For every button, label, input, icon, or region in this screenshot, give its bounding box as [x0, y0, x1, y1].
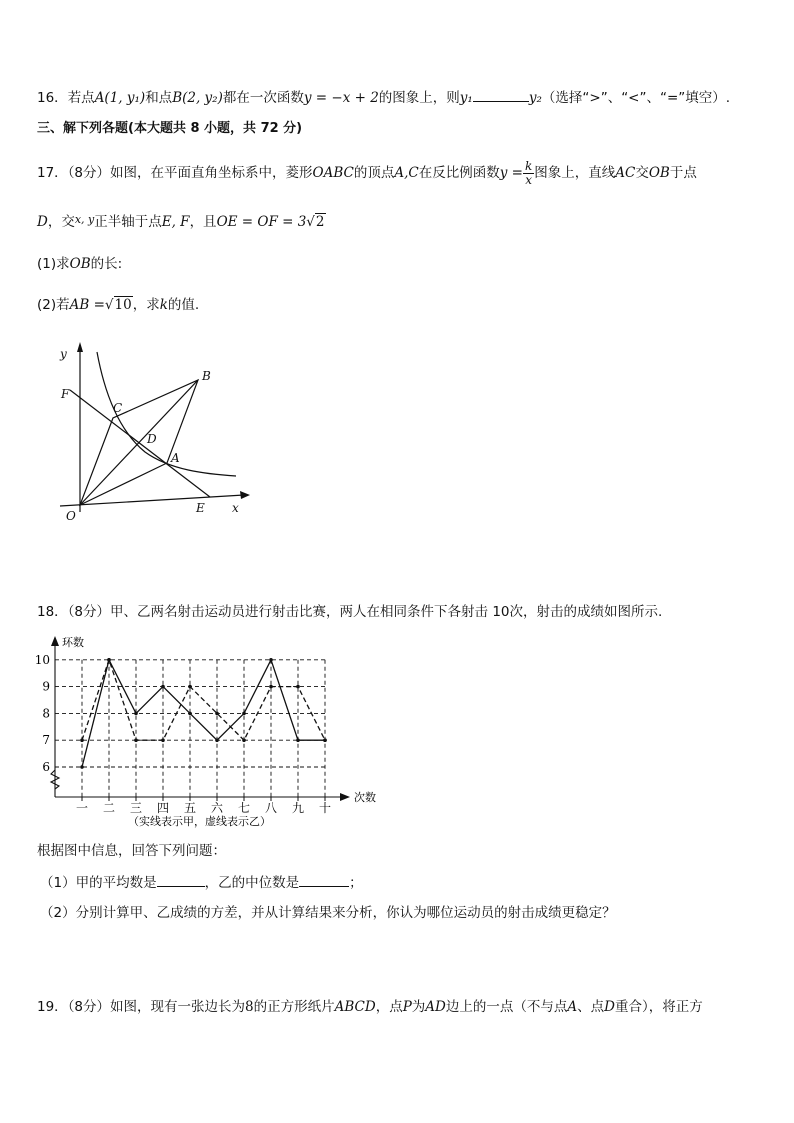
label-x: x: [232, 501, 239, 515]
chart-y-label: 环数: [62, 636, 84, 649]
x-tick-10: 十: [318, 801, 332, 815]
chart-grid: [55, 660, 325, 797]
linear-function: y = −x + 2: [303, 90, 379, 106]
chart-x-label: 次数: [354, 791, 376, 804]
x-tick-6: 六: [210, 801, 224, 815]
shooting-score-chart: [30, 628, 390, 834]
label-d: D: [147, 432, 157, 446]
chart-x-arrow: [340, 793, 350, 801]
point-jia-7: [242, 712, 246, 716]
point-jia-3: [134, 712, 138, 716]
question-17-line-1: 17．（8分）如图，在平面直角坐标系中，菱形OABC的顶点A,C在反比例函数y = $\frac{k}{x}$ 图象上，直线AC交OB于点: [37, 159, 697, 187]
point-yi-2: [107, 658, 111, 662]
point-yi-6: [215, 712, 219, 716]
point-yi-3: [134, 738, 138, 742]
y-tick-8: 8: [42, 706, 50, 721]
label-c: C: [113, 401, 123, 415]
point-jia-6: [215, 738, 219, 742]
x-tick-1: 一: [75, 801, 89, 815]
y-tick-7: 7: [42, 733, 50, 748]
point-yi-1: [80, 738, 84, 742]
x-tick-4: 四: [156, 801, 170, 815]
question-17-sub-2: (2)若AB =√10，求k的值.: [37, 297, 200, 313]
answer-blank-16[interactable]: [473, 89, 529, 102]
point-yi-8: [269, 685, 273, 689]
sqrt-2: √2: [306, 214, 325, 230]
y-tick-10: 10: [34, 652, 50, 667]
chart-x-ticks: [76, 797, 331, 815]
y-tick-6: 6: [42, 760, 50, 774]
x-tick-2: 二: [102, 801, 116, 815]
label-o: O: [66, 509, 76, 523]
x-tick-3: 三: [129, 801, 143, 815]
fraction-k-over-x: $\frac{k}{x}$: [524, 159, 533, 187]
answer-blank-median[interactable]: [299, 874, 349, 887]
point-jia-4: [161, 685, 165, 689]
question-18-sub-2: （2）分别计算甲、乙成绩的方差，并从计算结果来分析，你认为哪位运动员的射击成绩更稳定？: [40, 905, 616, 921]
figure-17-diagram: [50, 335, 260, 525]
x-axis-arrow: [240, 491, 250, 499]
point-yi-9: [296, 685, 300, 689]
y-tick-9: 9: [42, 679, 50, 694]
label-f: F: [61, 387, 70, 401]
point-yi-10: [323, 738, 327, 742]
point-a: A(1, y₁): [94, 90, 146, 106]
point-yi-5: [188, 685, 192, 689]
x-tick-7: 七: [237, 801, 251, 815]
label-y: y: [60, 347, 67, 361]
point-jia-5: [188, 712, 192, 716]
question-18-prompt: 根据图中信息，回答下列问题：: [37, 843, 226, 859]
y-axis-arrow: [77, 342, 83, 352]
point-jia-9: [296, 738, 300, 742]
point-jia-1: [80, 765, 84, 769]
sqrt-10: √10: [104, 297, 132, 313]
section-heading: 三、解下列各题(本大题共 8 小题，共 72 分): [37, 121, 303, 136]
point-yi-4: [161, 738, 165, 742]
x-tick-5: 五: [183, 801, 197, 815]
point-yi-7: [242, 738, 246, 742]
question-18: 18．（8分）甲、乙两名射击运动员进行射击比赛，两人在相同条件下各射击 10次，射击的成绩如图所示.: [37, 604, 663, 620]
label-a: A: [171, 451, 180, 465]
x-tick-8: 八: [264, 801, 278, 815]
question-18-sub-1: （1）甲的平均数是 ，乙的中位数是 ；: [40, 875, 363, 891]
question-17-sub-1: (1)求OB的长:: [37, 256, 123, 272]
q16-number: 16．: [37, 90, 68, 106]
chart-y-ticks: [35, 653, 50, 774]
point-jia-8: [269, 658, 273, 662]
label-b: B: [202, 369, 211, 383]
x-tick-9: 九: [291, 801, 305, 815]
label-e: E: [196, 501, 205, 515]
question-16: 16．若点A(1, y₁)和点B(2, y₂)都在一次函数y = −x + 2的图象上，则y₁ y₂（选择“>”、“<”、“=”填空）.: [37, 90, 731, 106]
question-17-line-2: D，交$^{x, y}$正半轴于点E, F，且OE = OF = 3√2: [37, 213, 325, 230]
question-19: 19．（8分）如图，现有一张边长为8的正方形纸片ABCD，点P为AD边上的一点（不与点A、点D重合），将正方: [37, 999, 703, 1015]
chart-y-arrow: [51, 636, 59, 646]
point-b: B(2, y₂): [172, 90, 223, 106]
answer-blank-mean[interactable]: [157, 874, 205, 887]
chart-caption: （实线表示甲，虚线表示乙）: [128, 815, 271, 828]
series-line-yi: [82, 660, 325, 740]
